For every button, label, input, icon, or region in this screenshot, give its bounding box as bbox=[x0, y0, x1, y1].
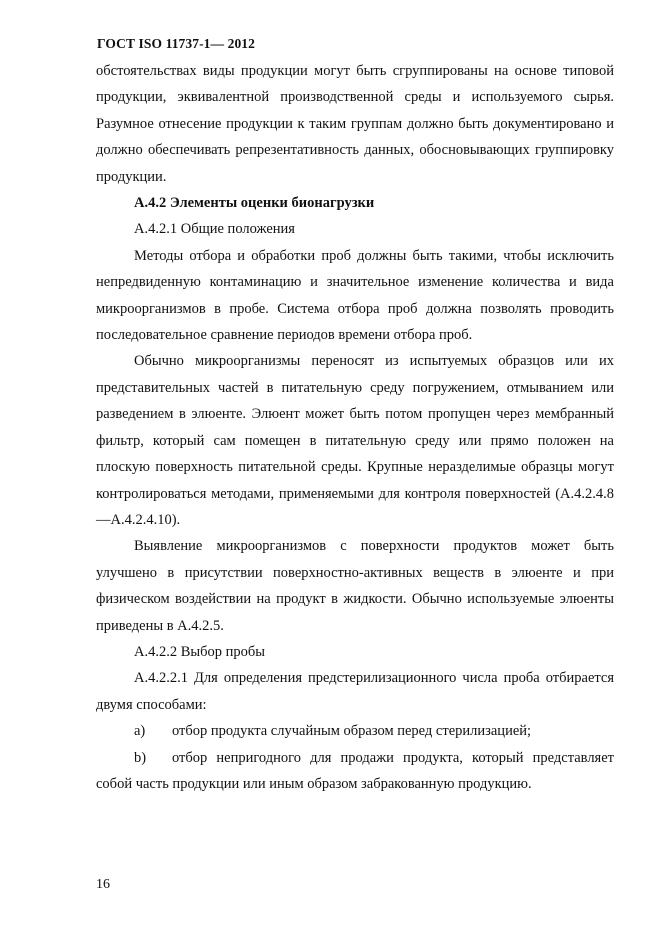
section-heading-a42: А.4.2 Элементы оценки бионагрузки bbox=[134, 195, 375, 212]
list-item-text: отбор непригодного для продажи продукта, который представляет собой часть продукции или иным образом забракованную продукцию. bbox=[96, 749, 614, 792]
paragraph-a4221: А.4.2.2.1 Для определения предстерилизационного числа проба отбирается двумя способами: bbox=[96, 670, 614, 713]
list-item-marker: a) bbox=[134, 723, 146, 740]
paragraph-detection: Выявление микроорганизмов с поверхности продуктов может быть улучшено в присутствии поверхностно-активных веществ в элюенте и при физическом воздействии на продукт в жидкости. Обычно используемые элюенты приведены в А.4.2.5. bbox=[96, 538, 614, 634]
paragraph-continuation: обстоятельствах виды продукции могут быть сгруппированы на основе типовой продукции, эквивалентной производственной среды и используемого сырья. Разумное отнесение продукции к таким группам должно быть документировано и должно обеспечивать репрезентативность данных, обосновывающих группировку продукции. bbox=[96, 63, 614, 185]
sampling-list bbox=[96, 718, 614, 797]
list-item-text: отбор продукта случайным образом перед стерилизацией; bbox=[172, 723, 532, 740]
paragraph-transfer-microorganisms: Обычно микроорганизмы переносят из испытуемых образцов или их представительных частей в питательную среду погружением, отмыванием или разведением в элюенте. Элюент может быть потом пропущен через мембранный фильтр, который сам помещен в питательную среду или прямо положен на плоскую поверхность питательной среды. Крупные неразделимые образцы могут контролироваться методами, применяемыми для контроля поверхностей (А.4.2.4.8—А.4.2.4.10). bbox=[96, 353, 614, 528]
list-item bbox=[96, 745, 614, 798]
subsection-heading-a422: А.4.2.2 Выбор пробы bbox=[134, 643, 266, 660]
page-body bbox=[96, 58, 614, 797]
paragraph-sampling-methods: Методы отбора и обработки проб должны быть такими, чтобы исключить непредвиденную контаминацию и значительное изменение количества и вида микроорганизмов в пробе. Система отбора проб должна позволять проводить последовательное сравнение периодов времени отбора проб. bbox=[96, 247, 614, 344]
list-item-marker: b) bbox=[134, 749, 147, 766]
page-number: 16 bbox=[96, 877, 110, 892]
list-item bbox=[96, 718, 614, 744]
page-header-doc-code: ГОСТ ISO 11737-1— 2012 bbox=[97, 36, 256, 51]
subsection-heading-a421: А.4.2.1 Общие положения bbox=[134, 221, 295, 238]
